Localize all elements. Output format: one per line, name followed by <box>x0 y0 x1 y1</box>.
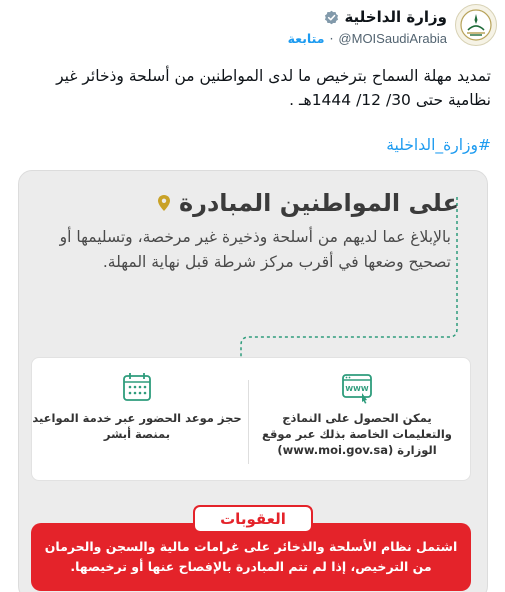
www-icon-label: WWW <box>345 385 369 393</box>
account-name-row <box>324 8 447 26</box>
avatar[interactable] <box>455 4 497 46</box>
calendar-icon <box>120 370 154 404</box>
headline: على المواطنين المبادرة <box>178 189 459 217</box>
headline-row <box>157 189 459 217</box>
info-appointment-text: حجز موعد الحضور عبر خدمة المواعيد بمنصة أبشر <box>32 411 242 441</box>
penalty-text: اشتمل نظام الأسلحة والذخائر على غرامات مالية والسجن والحرمان من الترخيص، إذا لم تتم المبادرة بالإفصاح عنها أو ترخيصها. <box>44 539 458 574</box>
column-divider <box>248 380 249 464</box>
tweet-media-image[interactable] <box>18 170 488 592</box>
tweet-header <box>0 0 505 56</box>
hashtag-link[interactable]: #وزارة_الداخلية <box>386 136 491 154</box>
ministry-emblem-icon <box>459 8 493 42</box>
tweet-text: تمديد مهلة السماح بترخيص ما لدى المواطنين من أسلحة وذخائر غير نظامية حتى 30/ 12/ 1444هـ . <box>56 67 491 109</box>
account-name[interactable]: وزارة الداخلية <box>344 8 447 26</box>
account-handle[interactable]: @MOISaudiArabia <box>338 31 447 46</box>
body-text: بالإبلاغ عما لديهم من أسلحة وذخيرة غير مرخصة، وتسليمها أو تصحيح وضعها في أقرب مركز شرطة قبل نهاية المهلة. <box>59 228 451 271</box>
penalty-title: العقوبات <box>193 505 313 533</box>
separator-dot: · <box>329 31 334 46</box>
info-website-column <box>252 370 462 458</box>
location-pin-icon <box>157 194 171 212</box>
website-icon <box>340 370 374 404</box>
follow-button[interactable]: متابعة <box>287 31 325 46</box>
info-appointment-column <box>32 370 242 442</box>
account-meta <box>288 31 447 46</box>
verified-badge-icon <box>324 10 339 25</box>
info-website-text: يمكن الحصول على النماذج والتعليمات الخاصة بذلك عبر موقع الوزارة (www.moi.gov.sa) <box>262 411 452 457</box>
info-card <box>31 357 471 481</box>
